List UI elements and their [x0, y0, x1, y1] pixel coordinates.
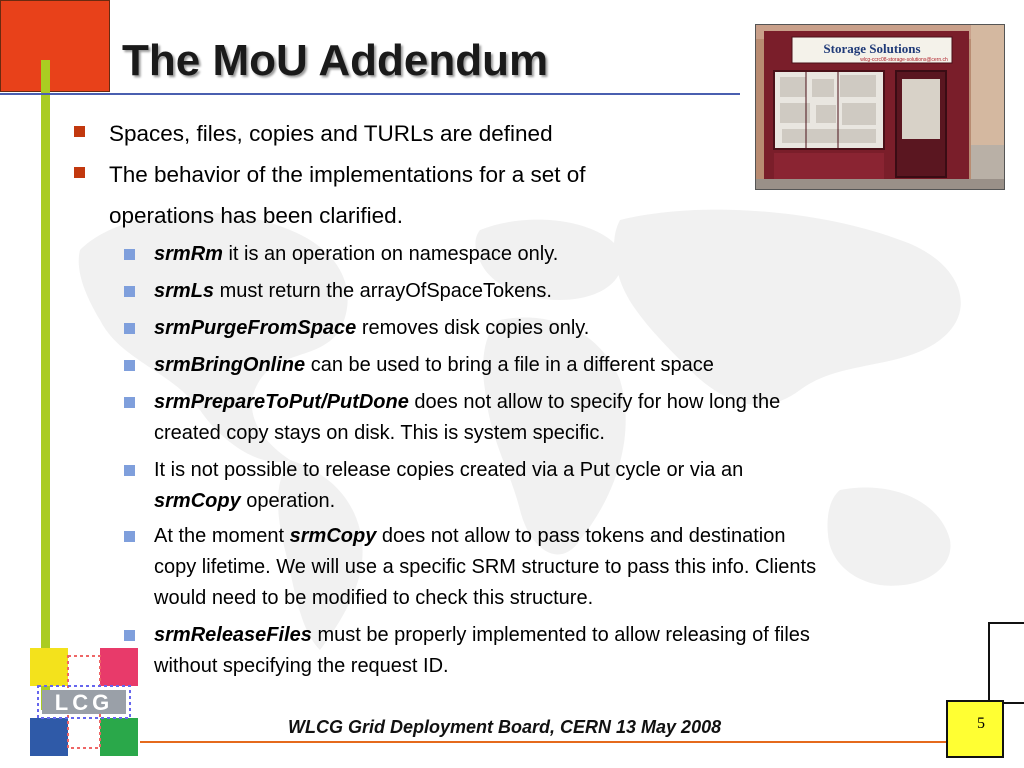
bullet-square	[74, 167, 85, 178]
srm-term: srmRm	[154, 243, 223, 265]
sub-bullet-square	[124, 360, 135, 371]
storefront-photo	[755, 24, 1005, 190]
sub-bullet-square	[124, 286, 135, 297]
bullet-item	[109, 154, 586, 236]
sub-bullet-text: can be used to bring a file in a different space	[305, 354, 714, 376]
sub-bullet-text: would need to be modified to check this structure.	[154, 587, 594, 609]
decorative-green-bar	[41, 60, 50, 710]
sub-bullet-text: removes disk copies only.	[356, 317, 590, 339]
sub-bullet-text: operation.	[240, 490, 336, 512]
sub-bullet-item	[154, 387, 780, 449]
lcg-logo	[28, 646, 140, 758]
sub-bullet-text: At the moment	[154, 525, 290, 547]
sub-bullet-square	[124, 531, 135, 542]
sub-bullet-square	[124, 630, 135, 641]
storefront-sign-title: Storage Solutions	[823, 41, 921, 56]
bullet-text: The behavior of the implementations for a set of	[109, 162, 586, 187]
sub-bullet-item	[154, 521, 816, 614]
sub-bullet-square	[124, 249, 135, 260]
sub-bullet-text: must return the arrayOfSpaceTokens.	[214, 280, 552, 302]
sub-bullet-text: must be properly implemented to allow releasing of files	[311, 624, 810, 646]
storefront-sign-email: wlcg-ccrc08-storage-solutions@cern.ch	[860, 57, 948, 63]
page-number: 5	[977, 715, 985, 732]
srm-term: srmReleaseFiles	[154, 624, 312, 646]
srm-term: srmPurgeFromSpace	[154, 317, 357, 339]
footer-rule	[140, 741, 982, 743]
sub-bullet-square	[124, 397, 135, 408]
sub-bullet-text: does not allow to pass tokens and destination	[376, 525, 786, 547]
sub-bullet-item	[154, 350, 714, 381]
sub-bullet-square	[124, 465, 135, 476]
bullet-square	[74, 126, 85, 137]
srm-term: srmLs	[154, 280, 215, 302]
sub-bullet-item	[154, 620, 810, 682]
slide-title: The MoU Addendum	[122, 36, 549, 85]
bullet-item	[109, 113, 553, 154]
decorative-frame	[988, 622, 1024, 704]
srm-term: srmBringOnline	[154, 354, 306, 376]
sub-bullet-text: It is not possible to release copies created via a Put cycle or via an	[154, 459, 744, 481]
sub-bullet-square	[124, 323, 135, 334]
sub-bullet-item	[154, 239, 558, 270]
sub-bullet-text: without specifying the request ID.	[154, 655, 449, 677]
sub-bullet-text: does not allow to specify for how long the	[408, 391, 781, 413]
srm-term: srmCopy	[289, 525, 377, 547]
sub-bullet-text: it is an operation on namespace only.	[222, 243, 559, 265]
bullet-text: operations has been clarified.	[109, 203, 403, 228]
page-number-box	[946, 700, 1004, 758]
footer-text: WLCG Grid Deployment Board, CERN 13 May 2008	[288, 717, 722, 737]
title-underline	[0, 93, 740, 95]
sub-bullet-text: copy lifetime. We will use a specific SRM structure to pass this info. Clients	[154, 556, 817, 578]
sub-bullet-text: created copy stays on disk. This is system specific.	[154, 422, 605, 444]
sub-bullet-item	[154, 313, 589, 344]
sub-bullet-item	[154, 455, 743, 517]
decorative-red-square	[0, 0, 110, 92]
lcg-logo-text: LCG	[54, 690, 114, 715]
srm-term: srmPrepareToPut/PutDone	[154, 391, 409, 413]
sub-bullet-item	[154, 276, 552, 307]
bullet-text: Spaces, files, copies and TURLs are defined	[109, 121, 553, 146]
srm-term: srmCopy	[154, 490, 241, 512]
